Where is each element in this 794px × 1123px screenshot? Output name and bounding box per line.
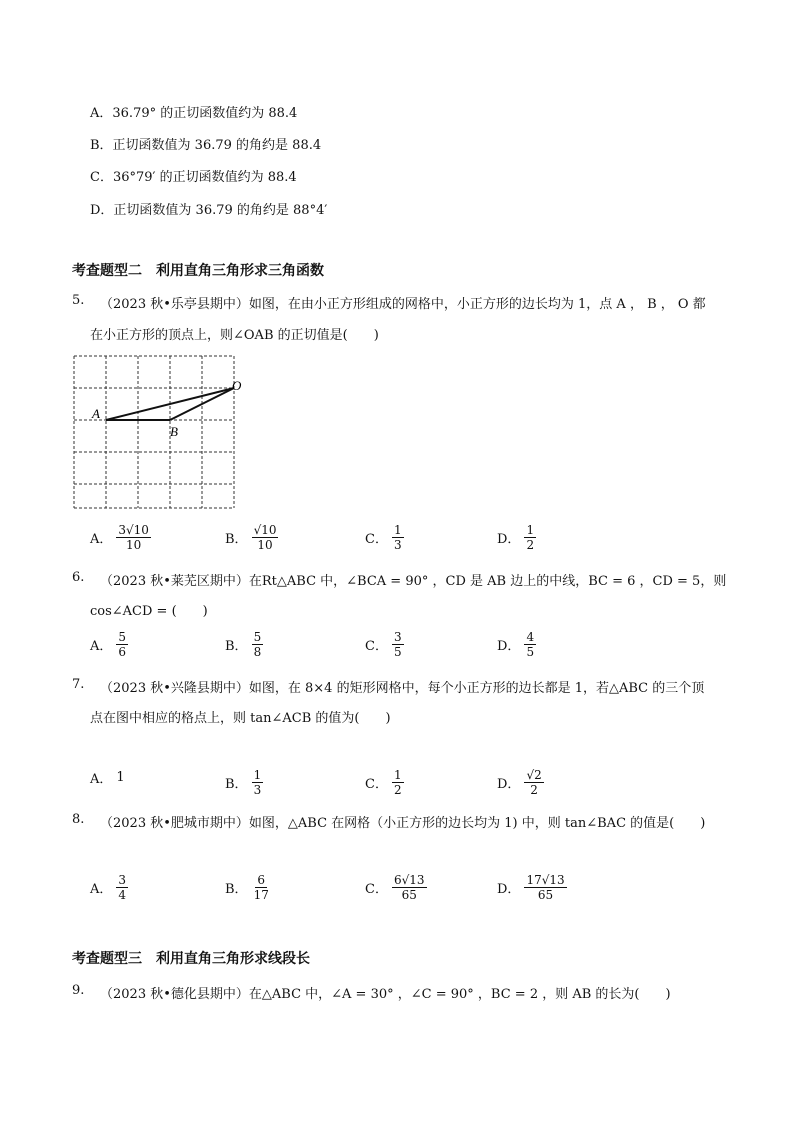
q7-text-line1: （2023 秋•兴隆县期中）如图，在 8×4 的矩形网格中，每个小正方形的边长都是 1，若△ABC 的三个顶 — [100, 681, 705, 696]
q8-number: 8. — [72, 812, 85, 827]
q7-option-b: B． $\frac{1}{3}$ — [225, 768, 262, 797]
point-o-label: O — [232, 378, 242, 393]
section-title-3: 考查题型三 利用直角三角形求线段长 — [72, 951, 310, 967]
q6-option-a: A． $\frac{5}{6}$ — [90, 630, 127, 659]
q5-option-d: D． $\frac{1}{2}$ — [497, 523, 535, 552]
q5-c-denominator: 3 — [393, 538, 402, 552]
q7-text-line2: 点在图中相应的格点上，则 tan∠ACB 的值为( ) — [90, 711, 391, 726]
q8-option-a: A． $\frac{3}{4}$ — [90, 873, 127, 902]
q5-c-numerator: 1 — [393, 523, 402, 537]
q4-option-b: B．正切函数值为 36.79 的角约是 88.4 — [90, 138, 322, 153]
q6-number: 6. — [72, 570, 85, 585]
q5-option-c: C． $\frac{1}{3}$ — [365, 523, 402, 552]
q6-text-line2: cos∠ACD = ( ) — [90, 604, 208, 619]
q5-option-b: B． $\frac{√10}{10}$ — [225, 523, 277, 552]
q7-option-d: D． $\frac{√2}{2}$ — [497, 768, 542, 797]
q6-text-line1: （2023 秋•莱芜区期中）在Rt△ABC 中，∠BCA = 90° ，CD 是 AB 边上的中线，BC = 6 ，CD = 5，则 — [100, 574, 727, 589]
q8-option-d: D． $\frac{17√13}{65}$ — [497, 873, 565, 902]
q4-option-a: A．36.79° 的正切函数值约为 88.4 — [90, 106, 298, 121]
q7-number: 7. — [72, 677, 85, 692]
q8-option-b: B． $\frac{6}{17}$ — [225, 873, 269, 902]
q5-text-line1: （2023 秋•乐亭县期中）如图，在由小正方形组成的网格中，小正方形的边长均为 1，点 A ， B ， O 都 — [100, 297, 706, 312]
q7-option-a: A． 1 — [90, 770, 125, 787]
section-title-2: 考查题型二 利用直角三角形求三角函数 — [72, 263, 324, 279]
q5-grid-figure — [70, 352, 245, 514]
q5-d-denominator: 2 — [526, 538, 535, 552]
q6-option-d: D． $\frac{4}{5}$ — [497, 630, 535, 659]
q8-option-c: C． $\frac{6√13}{65}$ — [365, 873, 425, 902]
q5-a-denominator: 10 — [126, 538, 142, 552]
q6-option-b: B． $\frac{5}{8}$ — [225, 630, 262, 659]
q4-option-d: D．正切函数值为 36.79 的角约是 88°4′ — [90, 203, 328, 218]
point-b-label: B — [170, 424, 178, 439]
q9-text-line1: （2023 秋•德化县期中）在△ABC 中，∠A = 30° ，∠C = 90° ，BC = 2 ，则 AB 的长为( ) — [100, 987, 671, 1002]
q4-option-c: C．36°79′ 的正切函数值约为 88.4 — [90, 170, 297, 185]
q5-d-numerator: 1 — [526, 523, 535, 537]
point-a-label: A — [92, 406, 100, 421]
q6-option-c: C． $\frac{3}{5}$ — [365, 630, 402, 659]
grid-lines — [74, 356, 234, 508]
q8-text-line1: （2023 秋•肥城市期中）如图，△ABC 在网格（小正方形的边长均为 1) 中，则 tan∠BAC 的值是( ) — [100, 816, 706, 831]
q5-option-a: A． $\frac{3√10}{10}$ — [90, 523, 149, 552]
q5-number: 5. — [72, 293, 85, 308]
q5-a-numerator: 3√10 — [118, 523, 149, 537]
q7-option-c: C． $\frac{1}{2}$ — [365, 768, 402, 797]
q9-number: 9. — [72, 983, 85, 998]
q5-b-numerator: √10 — [253, 523, 277, 537]
q5-b-denominator: 10 — [257, 538, 273, 552]
q5-text-line2: 在小正方形的顶点上，则∠OAB 的正切值是( ) — [90, 328, 379, 343]
